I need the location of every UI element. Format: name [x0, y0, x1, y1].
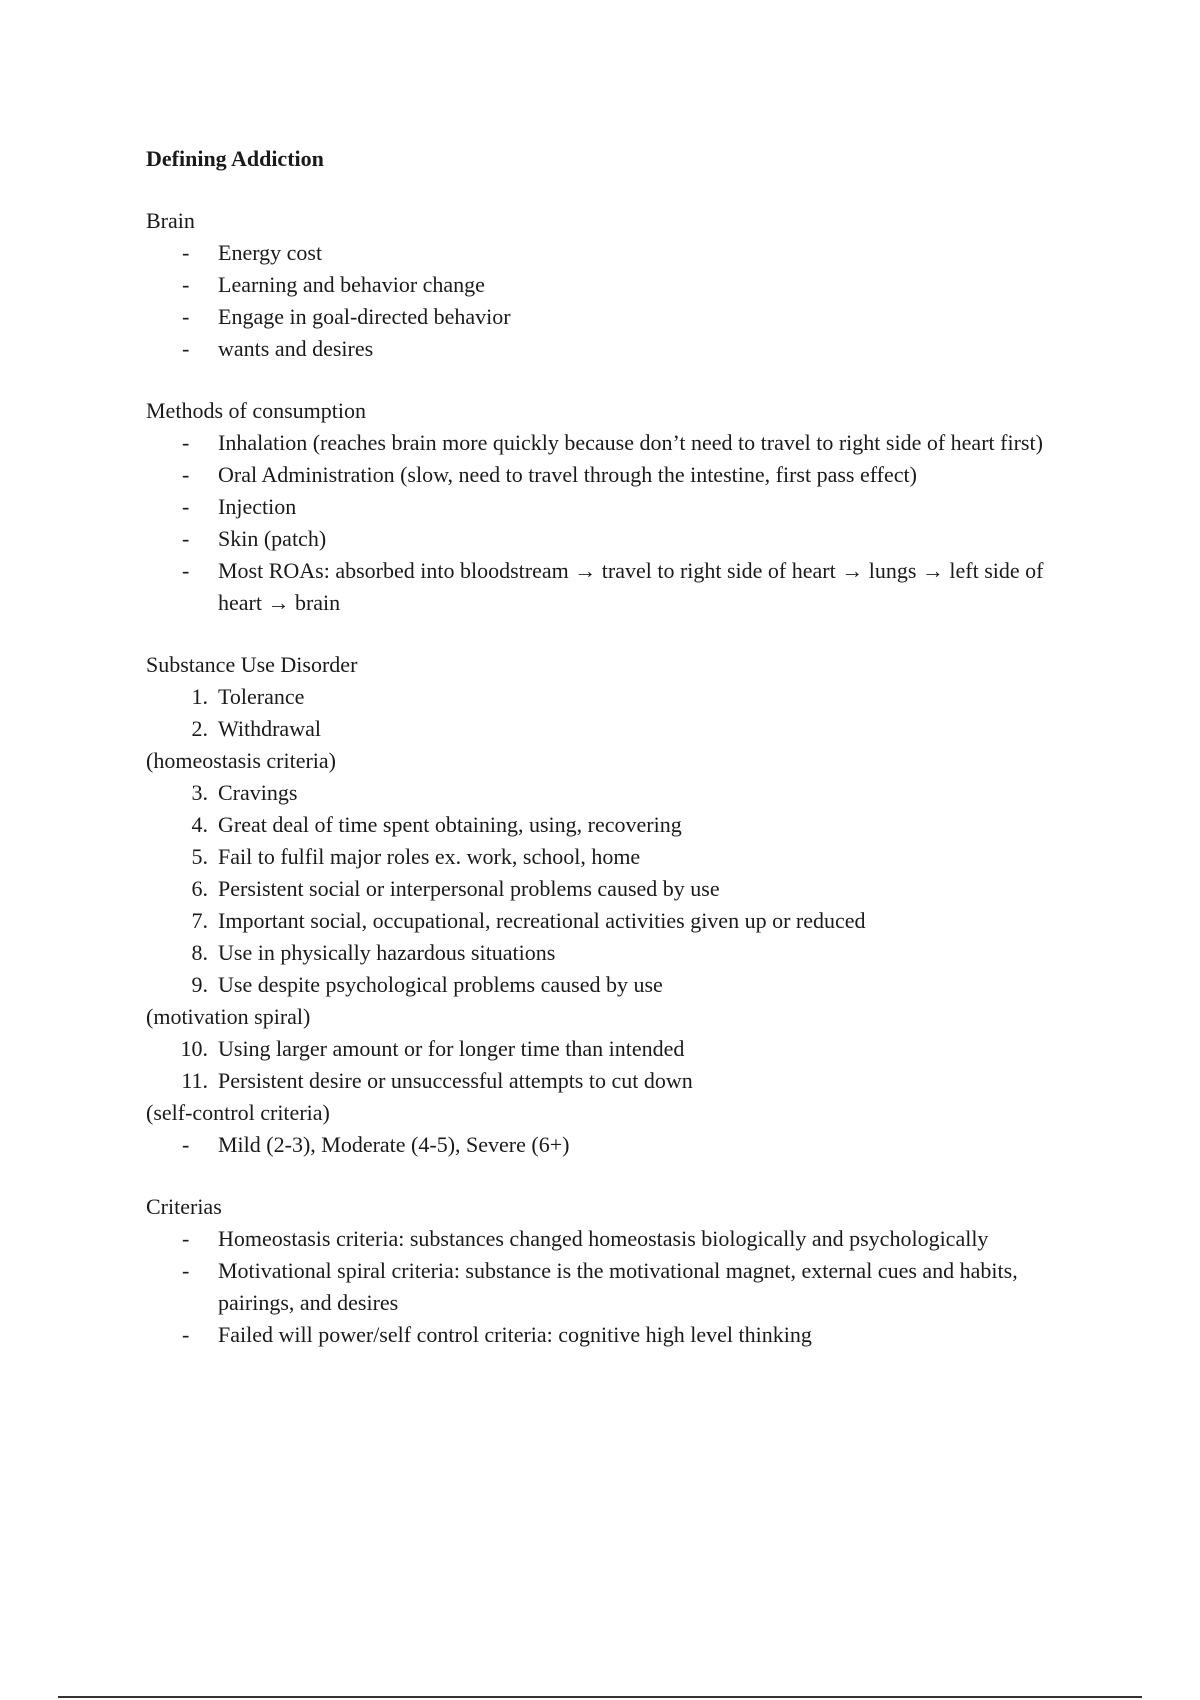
list-item: [146, 269, 1086, 301]
item-number: 4.: [191, 812, 208, 837]
list-item-text: Skin (patch): [218, 526, 327, 551]
bullet-dash: -: [182, 558, 190, 583]
list-item-text: Withdrawal: [218, 716, 321, 741]
item-number: 7.: [191, 908, 208, 933]
bullet-dash: -: [182, 272, 190, 297]
list-item-text: wants and desires: [218, 336, 374, 361]
list-item-text: Engage in goal-directed behavior: [218, 304, 511, 329]
list-item-text: Use in physically hazardous situations: [218, 940, 556, 965]
numbered-item: [146, 905, 1086, 937]
section-heading-brain: Brain: [146, 208, 195, 233]
page-title: Defining Addiction: [146, 146, 324, 171]
list-item: [146, 523, 1086, 555]
item-number: 5.: [191, 844, 208, 869]
section-heading-methods: Methods of consumption: [146, 398, 366, 423]
section-methods: [146, 395, 1086, 619]
list-item: [146, 491, 1086, 523]
list-item: [146, 1129, 1086, 1161]
list-item-text: Persistent desire or unsuccessful attempts to cut down: [218, 1068, 693, 1093]
bullet-dash: -: [182, 1132, 190, 1157]
numbered-item: [146, 1065, 1086, 1097]
section-heading-criterias: Criterias: [146, 1194, 222, 1219]
list-item-text: Learning and behavior change: [218, 272, 485, 297]
numbered-item: [146, 809, 1086, 841]
list-item-text: Use despite psychological problems caused by use: [218, 972, 663, 997]
list-item-text: Inhalation (reaches brain more quickly because don’t need to travel to right side of heart first): [218, 430, 1043, 455]
item-number: 8.: [191, 940, 208, 965]
list-item: [146, 1319, 1086, 1351]
document-page: [146, 143, 1086, 1351]
group-note: (self-control criteria): [146, 1100, 330, 1125]
bullet-dash: -: [182, 430, 190, 455]
list-item-text: Energy cost: [218, 240, 323, 265]
bullet-dash: -: [182, 526, 190, 551]
list-item-text: Tolerance: [218, 684, 305, 709]
numbered-item: [146, 713, 1086, 745]
list-item-text: Motivational spiral criteria: substance is the motivational magnet, external cues and habits, pairings, and desires: [218, 1258, 1018, 1315]
bullet-dash: -: [182, 336, 190, 361]
group-note: (motivation spiral): [146, 1004, 311, 1029]
list-item-text: Important social, occupational, recreational activities given up or reduced: [218, 908, 866, 933]
list-item-text: Fail to fulfil major roles ex. work, school, home: [218, 844, 641, 869]
item-number: 10.: [180, 1036, 208, 1061]
item-number: 6.: [191, 876, 208, 901]
section-heading-sud: Substance Use Disorder: [146, 652, 358, 677]
list-item-text: Oral Administration (slow, need to travel through the intestine, first pass effect): [218, 462, 917, 487]
bullet-dash: -: [182, 1226, 190, 1251]
list-item: [146, 301, 1086, 333]
bullet-dash: -: [182, 304, 190, 329]
section-brain: [146, 205, 1086, 365]
bullet-dash: -: [182, 1258, 190, 1283]
bullet-dash: -: [182, 1322, 190, 1347]
numbered-item: [146, 873, 1086, 905]
numbered-item: [146, 1033, 1086, 1065]
list-item: [146, 459, 1086, 491]
page-bottom-divider: [58, 1696, 1142, 1698]
list-item-text: Homeostasis criteria: substances changed homeostasis biologically and psychologically: [218, 1226, 989, 1251]
numbered-item: [146, 841, 1086, 873]
list-item: [146, 555, 1086, 619]
list-item-text: Persistent social or interpersonal problems caused by use: [218, 876, 720, 901]
numbered-item: [146, 969, 1086, 1001]
list-item: [146, 1223, 1086, 1255]
group-note: (homeostasis criteria): [146, 748, 336, 773]
item-number: 3.: [191, 780, 208, 805]
item-number: 9.: [191, 972, 208, 997]
section-sud: [146, 649, 1086, 1161]
list-item: [146, 1255, 1086, 1319]
list-item-text: Injection: [218, 494, 297, 519]
list-item: [146, 237, 1086, 269]
severity-text: Mild (2-3), Moderate (4-5), Severe (6+): [218, 1132, 570, 1157]
list-item-text: Cravings: [218, 780, 298, 805]
list-item-text: Most ROAs: absorbed into bloodstream → travel to right side of heart → lungs → left side of heart → brain: [218, 558, 1044, 615]
numbered-item: [146, 681, 1086, 713]
bullet-dash: -: [182, 462, 190, 487]
list-item-text: Great deal of time spent obtaining, using, recovering: [218, 812, 682, 837]
item-number: 2.: [191, 716, 208, 741]
item-number: 11.: [181, 1068, 208, 1093]
list-item-text: Failed will power/self control criteria: cognitive high level thinking: [218, 1322, 812, 1347]
list-item: [146, 333, 1086, 365]
bullet-dash: -: [182, 494, 190, 519]
bullet-dash: -: [182, 240, 190, 265]
list-item: [146, 427, 1086, 459]
numbered-item: [146, 937, 1086, 969]
list-item-text: Using larger amount or for longer time than intended: [218, 1036, 685, 1061]
section-criterias: [146, 1191, 1086, 1351]
numbered-item: [146, 777, 1086, 809]
item-number: 1.: [191, 684, 208, 709]
